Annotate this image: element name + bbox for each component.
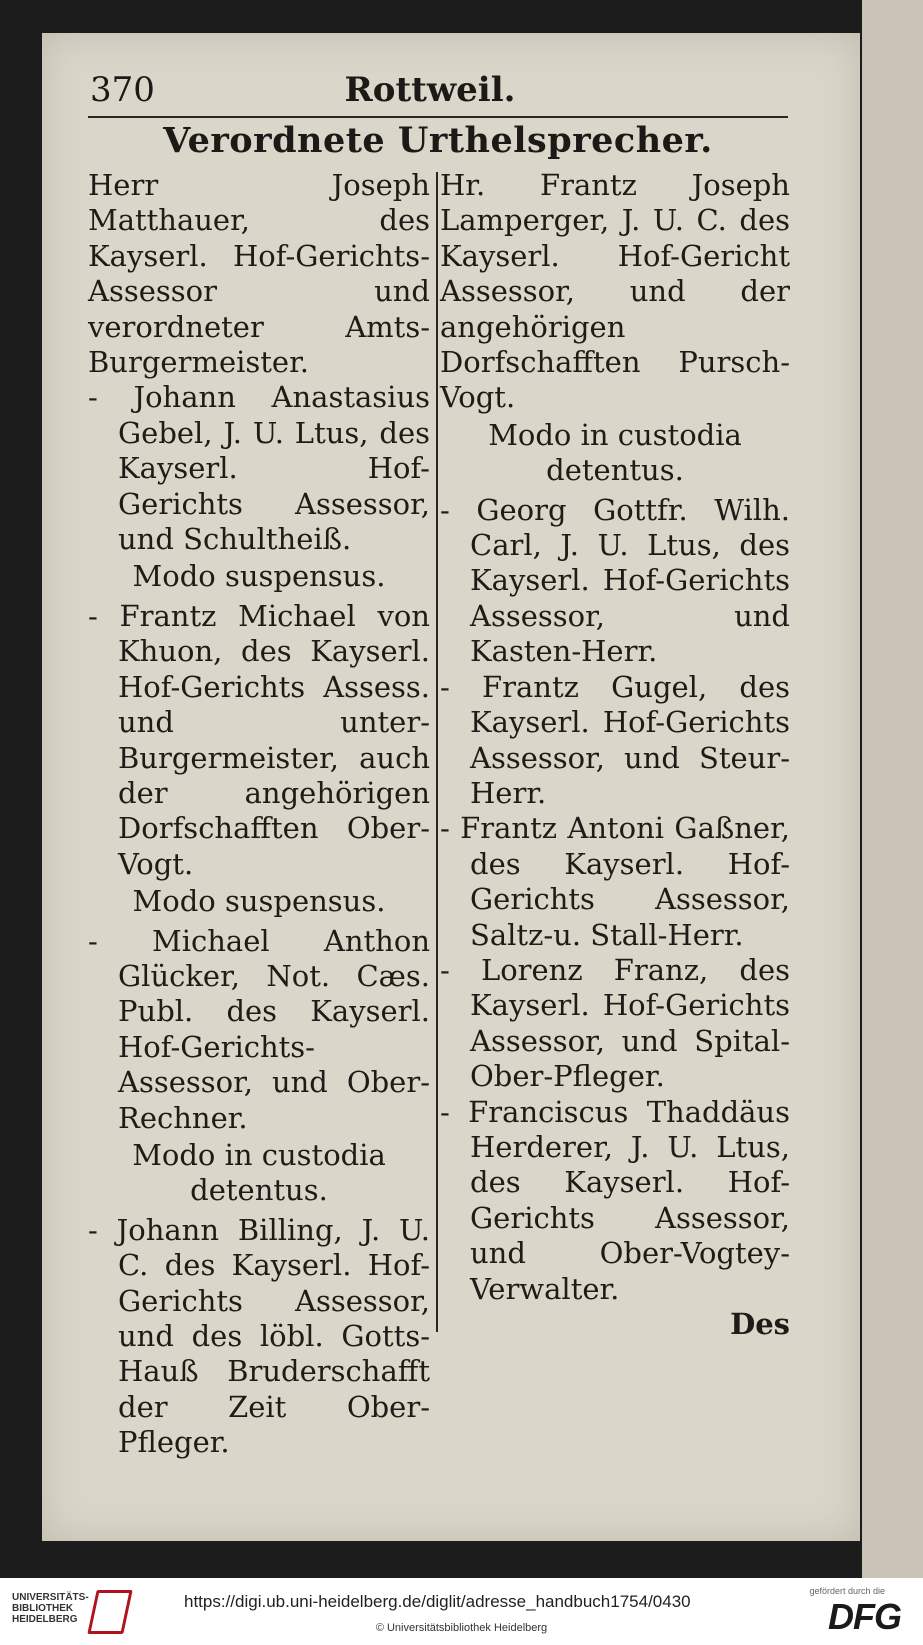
left-entry: - Frantz Michael von Khuon, des Kayserl. Hof-Gerichts Assess. und unter-Burgermeister, auch der angehörigen Dorfschafften Ober-Vogt. (88, 598, 430, 881)
right-entry: - Franciscus Thaddäus Herderer, J. U. Ltus, des Kayserl. Hof-Gerichts Assessor, und Ober-Vogtey-Verwalter. (440, 1094, 790, 1306)
right-entry: - Lorenz Franz, des Kayserl. Hof-Gerichts Assessor, und Spital-Ober-Pfleger. (440, 952, 790, 1094)
page-header (90, 70, 770, 120)
left-entry: - Johann Anastasius Gebel, J. U. Ltus, des Kayserl. Hof-Gerichts Assessor, und Schultheiß. (88, 380, 430, 557)
catchword: Des (730, 1307, 790, 1341)
left-column (88, 168, 430, 1461)
left-entry-note: Modo suspensus. (132, 559, 386, 594)
viewer-footer (0, 1578, 923, 1645)
header-rule (88, 116, 788, 118)
right-entry: - Georg Gottfr. Wilh. Carl, J. U. Ltus, des Kayserl. Hof-Gerichts Assessor, und Kasten-Herr. (440, 492, 790, 669)
column-divider (436, 172, 438, 1332)
facing-page-edge (862, 0, 923, 1578)
running-title: Rottweil. (344, 70, 516, 110)
section-title: Verordnete Urthelsprecher. (163, 120, 713, 161)
right-column (440, 168, 790, 1371)
left-entry-note: Modo suspensus. (132, 884, 386, 919)
right-entry-note: Modo in custodia detentus. (488, 417, 742, 488)
left-entry-note: Modo in custodia detentus. (132, 1137, 386, 1208)
funder-caption: gefördert durch die (809, 1586, 885, 1596)
right-entry: - Frantz Antoni Gaßner, des Kayserl. Hof-Gerichts Assessor, Saltz-u. Stall-Herr. (440, 811, 790, 952)
library-logo-text: UNIVERSITÄTS- BIBLIOTHEK HEIDELBERG (12, 1592, 89, 1625)
page-number: 370 (90, 70, 155, 110)
left-entry: Herr Joseph Matthauer, des Kayserl. Hof-Gerichts-Assessor und verordneter Amts-Burgermeister. (88, 168, 430, 380)
right-entry: - Frantz Gugel, des Kayserl. Hof-Gerichts Assessor, und Steur-Herr. (440, 669, 790, 810)
dfg-logo: DFG (828, 1596, 901, 1637)
copyright-notice: © Universitätsbibliothek Heidelberg (375, 1622, 548, 1634)
right-entry: Hr. Frantz Joseph Lamperger, J. U. C. des Kayserl. Hof-Gericht Assessor, und der angehörigen Dorfschafften Pursch-Vogt. (440, 168, 790, 415)
permalink-url[interactable]: https://digi.ub.uni-heidelberg.de/diglit/adresse_handbuch1754/0430 (184, 1592, 691, 1611)
left-entry: - Johann Billing, J. U. C. des Kayserl. Hof-Gerichts Assessor, und des löbl. Gotts-Hauß Bruderschafft der Zeit Ober-Pfleger. (88, 1212, 430, 1460)
left-entry: - Michael Anthon Glücker, Not. Cæs. Publ. des Kayserl. Hof-Gerichts-Assessor, und Ober-Rechner. (88, 923, 430, 1135)
